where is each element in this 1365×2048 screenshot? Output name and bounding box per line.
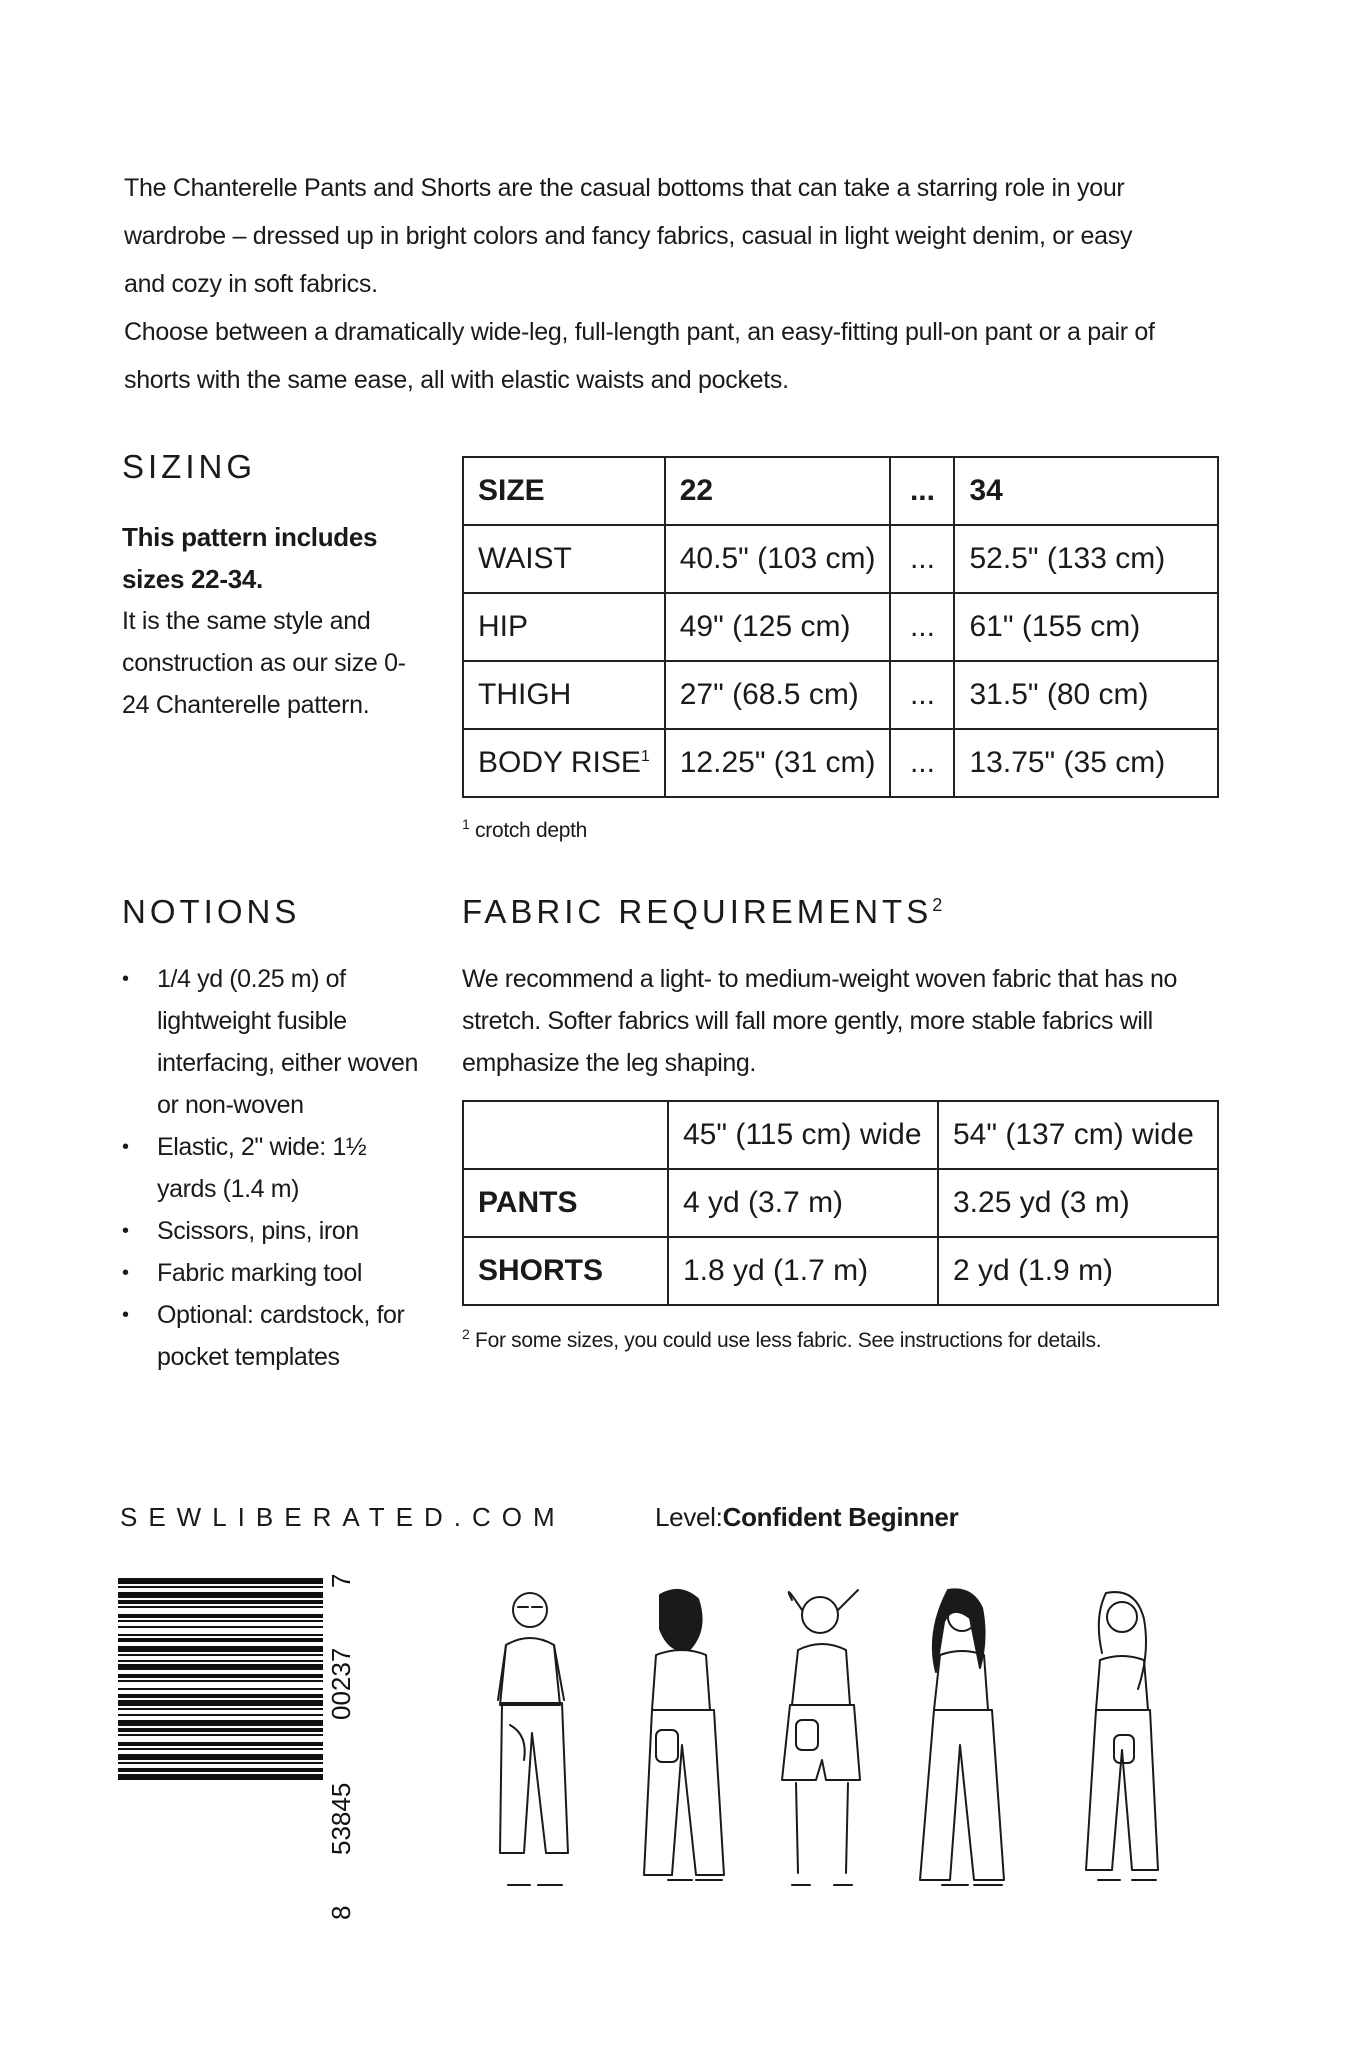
waist-34: 52.5" (133 cm) [954,525,1218,593]
shorts-label: SHORTS [463,1237,668,1305]
size-chart-table [462,456,1219,798]
notions-list [122,958,422,1378]
table-row [463,661,1218,729]
list-item: • Elastic, 2" wide: 1½ yards (1.4 m) [122,1126,422,1210]
list-item: • 1/4 yd (0.25 m) of lightweight fusible interfacing, either woven or non-woven [122,958,422,1126]
list-item: • Optional: cardstock, for pocket templates [122,1294,422,1378]
pants-label: PANTS [463,1169,668,1237]
model-illustrations [470,1585,1230,1905]
body-rise-22: 12.25" (31 cm) [665,729,891,797]
body-rise-34: 13.75" (35 cm) [954,729,1218,797]
barcode-bar [118,1748,323,1750]
fabric-requirements-table [462,1100,1219,1306]
thigh-label: THIGH [463,661,665,729]
barcode-digit-group: 8 [326,1905,356,1920]
sizing-range: This pattern includes sizes 22-34. [122,522,378,594]
barcode-icon [118,1570,363,1930]
table-row [463,1169,1218,1237]
barcode-bar [118,1674,323,1678]
website-url: SEWLIBERATED.COM [120,1502,566,1532]
fabric-heading [462,893,942,931]
sizing-heading: SIZING [122,448,257,485]
waist-label: WAIST [463,525,665,593]
barcode-bar [118,1614,323,1618]
table-row [463,1237,1218,1305]
barcode-bar [118,1762,323,1764]
barcode-digit-group: 53845 [326,1782,356,1855]
sizing-description: It is the same style and construction as our size 0-24 Chanterelle pattern. [122,607,406,719]
fabric-description: We recommend a light- to medium-weight woven fabric that has no stretch. Softer fabrics will fall more gently, more stable fabrics will emphasize the leg shaping. [462,965,1177,1077]
barcode-bar [118,1646,323,1652]
size-footnote-text: crotch depth [475,819,588,842]
barcode-bar [118,1688,323,1690]
table-row [463,525,1218,593]
thigh-22: 27" (68.5 cm) [665,661,891,729]
fabric-header-45: 45" (115 cm) wide [668,1101,938,1169]
fabric-heading-mark: 2 [932,895,943,915]
waist-22: 40.5" (103 cm) [665,525,891,593]
body-rise-cell [463,729,665,797]
fabric-heading-text: FABRIC REQUIREMENTS [462,893,933,930]
list-item: • Fabric marking tool [122,1252,422,1294]
barcode-bar [118,1626,323,1628]
shorts-45: 1.8 yd (1.7 m) [668,1237,938,1305]
barcode-bar [118,1634,323,1636]
barcode-bar [118,1754,323,1760]
barcode-bar [118,1660,323,1662]
intro-paragraph-2: Choose between a dramatically wide-leg, full-length pant, an easy-fitting pull-on pant or a pair of shorts with the same ease, all with elastic waists and pockets. [124,318,1155,394]
barcode-bar [118,1680,323,1682]
barcode-bar [118,1742,323,1746]
fabric-header-54: 54" (137 cm) wide [938,1101,1218,1169]
size-chart-header-row [463,457,1218,525]
fabric-header-row [463,1101,1218,1169]
list-item: • Scissors, pins, iron [122,1210,422,1252]
barcode-bar [118,1606,323,1608]
barcode-bar [118,1768,323,1772]
barcode-bar [118,1694,323,1698]
body-rise-ellipsis: ... [890,729,954,797]
barcode-bar [118,1714,323,1716]
barcode-bar [118,1734,323,1736]
fabric-footnote-text: For some sizes, you could use less fabric. See instructions for details. [475,1329,1102,1352]
barcode-bar [118,1728,323,1732]
figure-illustration [498,1593,568,1885]
body-rise-label: BODY RISE [478,746,641,779]
skill-level [655,1502,958,1533]
level-label: Level: [655,1502,723,1532]
size-header-label: SIZE [463,457,665,525]
barcode-bar [118,1708,323,1710]
barcode-bar [118,1600,323,1604]
barcode-digit-group: 00237 [326,1647,356,1720]
size-header-ellipsis: ... [890,457,954,525]
barcode-bars [118,1578,323,1780]
barcode-bar [118,1664,323,1670]
hip-22: 49" (125 cm) [665,593,891,661]
fabric-footnote [462,1326,1101,1353]
level-value: Confident Beginner [722,1502,959,1532]
pants-54: 3.25 yd (3 m) [938,1169,1218,1237]
intro-paragraph-1: The Chanterelle Pants and Shorts are the casual bottoms that can take a starring role in your wardrobe – dressed up in bright colors and fancy fabrics, casual in light weight denim, or easy and cozy in soft fabrics. [124,174,1133,298]
figure-illustration [1086,1592,1158,1880]
barcode-bar [118,1586,323,1588]
size-header-22: 22 [665,457,891,525]
barcode-digit-group: 7 [326,1573,356,1588]
barcode-bar [118,1578,323,1584]
fabric-footnote-mark: 2 [462,1326,470,1342]
size-footnote-mark: 1 [462,816,470,832]
barcode-bar [118,1720,323,1726]
notions-heading: NOTIONS [122,893,301,930]
figure-illustration [644,1590,724,1880]
thigh-ellipsis: ... [890,661,954,729]
barcode-bar [118,1774,323,1780]
sizing-note [122,516,422,726]
intro-text [124,164,1174,404]
hip-34: 61" (155 cm) [954,593,1218,661]
barcode-bar [118,1620,323,1622]
fabric-header-empty [463,1101,668,1169]
body-rise-footnote-mark: 1 [640,748,650,765]
barcode-bar [118,1700,323,1706]
figure-illustration [782,1590,860,1885]
hip-label: HIP [463,593,665,661]
size-header-34: 34 [954,457,1218,525]
barcode-bar [118,1654,323,1656]
pants-45: 4 yd (3.7 m) [668,1169,938,1237]
thigh-34: 31.5" (80 cm) [954,661,1218,729]
size-footnote [462,816,587,843]
table-row [463,729,1218,797]
table-row [463,593,1218,661]
waist-ellipsis: ... [890,525,954,593]
shorts-54: 2 yd (1.9 m) [938,1237,1218,1305]
hip-ellipsis: ... [890,593,954,661]
barcode-bar [118,1592,323,1598]
figure-illustration [920,1589,1004,1885]
barcode-bar [118,1638,323,1642]
